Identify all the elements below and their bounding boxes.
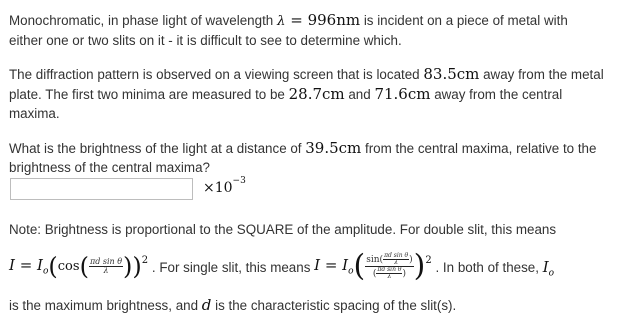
second-minimum-value: 71.6cm [374, 85, 431, 103]
equals-sign: = [285, 11, 308, 29]
text: is the maximum brightness, and [9, 298, 202, 313]
text: The diffraction pattern is observed on a viewing screen that is located [9, 67, 424, 82]
text: away from the metal [479, 67, 604, 82]
paragraph-pattern-line3 [9, 106, 60, 122]
answer-unit [203, 176, 246, 196]
max-intensity-symbol: I [542, 257, 549, 276]
lambda-symbol: λ [276, 14, 286, 29]
text: . In both of these, [435, 259, 543, 275]
unit-exponent: −3 [232, 176, 246, 186]
paragraph-pattern-line2 [9, 86, 562, 103]
text: brightness of the central maxima? [9, 160, 210, 175]
first-minimum-value: 28.7cm [288, 85, 345, 103]
inner-denominator: λ [387, 272, 392, 280]
fraction-denominator: λ [103, 265, 109, 275]
formula-line [9, 247, 554, 283]
inner-numerator: πd sin θ [377, 265, 402, 273]
text: either one or two slits on it - it is difficult to see to determine which. [9, 33, 402, 48]
question-line2 [9, 160, 210, 176]
outer-numerator: sin( $\frac{\text{πd sin θ}}{\lambda}$ ) [366, 251, 413, 266]
inner-numerator: πd sin θ [384, 251, 409, 259]
subscript-zero: o [348, 266, 354, 277]
text: is incident on a piece of metal with [360, 13, 568, 28]
left-paren: ( [48, 252, 58, 281]
max-intensity-symbol: I [342, 256, 349, 274]
answer-input[interactable] [10, 178, 193, 200]
text: . For single slit, this means [151, 259, 315, 275]
cos-function: cos [57, 259, 80, 274]
outer-denominator: ( $\frac{\text{πd sin θ}}{\lambda}$ ) [372, 265, 406, 280]
max-intensity-symbol: I [37, 256, 43, 274]
final-line [9, 297, 456, 314]
wavelength-value: 996nm [307, 11, 361, 29]
paragraph-pattern-line1 [9, 66, 604, 83]
intensity-symbol: I [9, 256, 15, 274]
unit-base: ×10 [203, 180, 233, 196]
d-symbol: d [201, 296, 212, 314]
text: Note: Brightness is proportional to the SQUARE of the amplitude. For double slit, this means [9, 222, 557, 237]
note-line1 [9, 222, 556, 238]
single-slit-outer-fraction [365, 253, 413, 280]
text: is the characteristic spacing of the slit(s). [211, 298, 457, 313]
exponent: 2 [425, 255, 432, 266]
exponent: 2 [141, 255, 149, 266]
sin-function: sin [366, 254, 380, 265]
inner-fraction [383, 253, 409, 266]
text: away from the central [430, 87, 563, 102]
double-slit-formula: $I = I_o(\cos$( $\frac{\text{πd sin θ}}{\lambda}$ ))$^2$ [9, 252, 149, 281]
single-slit-formula: $I = I_o$( sin( $\frac{\text{πd sin θ}}{\lambda}$ ) ( $\frac{\text{πd sin θ}}{\lambda}$ ) )$^2$ [314, 248, 432, 284]
intensity-symbol: I [314, 256, 321, 274]
paragraph-setup-line1 [9, 12, 568, 30]
subscript-zero: o [548, 268, 555, 279]
question-line1 [9, 140, 596, 157]
right-paren: ) [413, 248, 426, 284]
inner-fraction-2 [376, 267, 402, 280]
text: plate. The first two minima are measured to be [9, 87, 289, 102]
text: from the central maxima, relative to the [361, 141, 597, 156]
text: Monochromatic, in phase light of wavelength [9, 13, 277, 28]
double-slit-fraction [89, 258, 123, 275]
screen-distance-value: 83.5cm [423, 65, 480, 83]
paragraph-setup-line2 [9, 33, 402, 49]
right-paren: )) [123, 252, 142, 281]
text: maxima. [9, 106, 60, 121]
text: What is the brightness of the light at a distance of [9, 141, 306, 156]
fraction-numerator: πd sin θ [89, 256, 123, 266]
left-paren: ( [79, 252, 89, 281]
query-distance-value: 39.5cm [305, 139, 362, 157]
subscript-zero: o [42, 266, 49, 277]
left-paren: ( [353, 248, 366, 284]
inner-denominator: λ [394, 258, 398, 266]
text: and [344, 87, 375, 102]
